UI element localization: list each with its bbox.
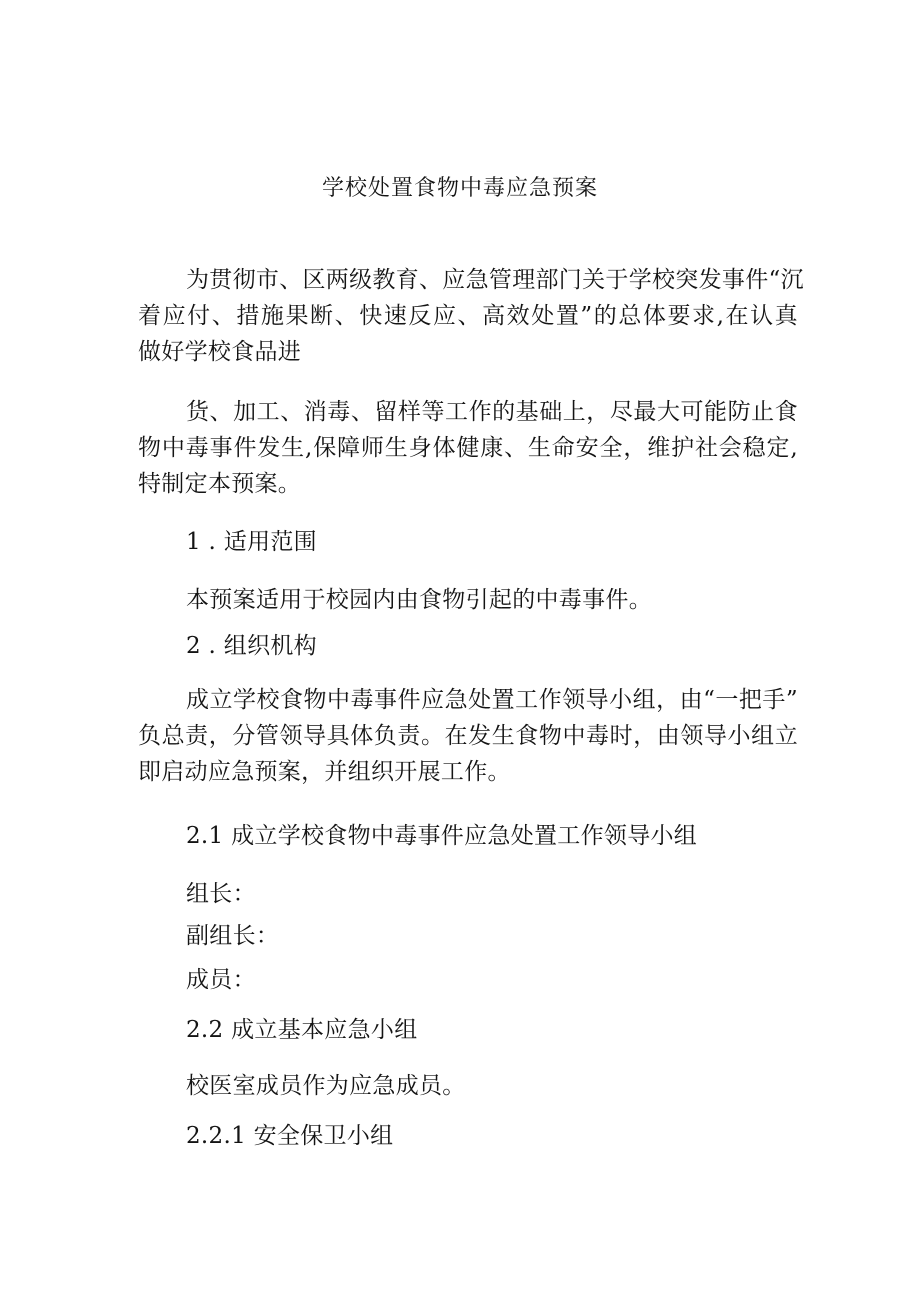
leader-field	[138, 876, 798, 912]
section-2-2-body	[138, 1068, 798, 1104]
intro-line-3: 做好学校食品进	[138, 339, 302, 365]
section-1-body	[138, 582, 798, 618]
section-2-heading	[138, 628, 798, 664]
purpose-line-3: 特制定本预案。	[138, 471, 302, 497]
section-1-body-text: 本预案适用于校园内由食物引起的中毒事件。	[186, 587, 652, 613]
section-2-2-body-text: 校医室成员作为应急成员。	[186, 1073, 466, 1099]
leader-label: 组长：	[186, 881, 256, 907]
section-2-line-1: 成立学校食物中毒事件应急处置工作领导小组，由“一把手”	[186, 687, 798, 713]
section-2-2-1-heading	[138, 1118, 798, 1154]
intro-line-1: 为贯彻市、区两级教育、应急管理部门关于学校突发事件“沉	[186, 267, 804, 293]
section-1-heading-text: 1 . 适用范围	[186, 529, 317, 555]
section-2-line-3: 即启动应急预案，并组织开展工作。	[138, 759, 511, 785]
section-2-1-heading	[138, 818, 798, 854]
section-2-1-heading-text: 2.1 成立学校食物中毒事件应急处置工作领导小组	[186, 823, 698, 849]
section-2-2-heading-text: 2.2 成立基本应急小组	[186, 1017, 418, 1043]
document-title: 学校处置食物中毒应急预案	[321, 176, 598, 201]
section-2-2-heading	[138, 1012, 798, 1048]
purpose-line-2: 物中毒事件发生,保障师生身体健康、生命安全，维护社会稳定,	[138, 435, 798, 461]
intro-line-2: 着应付、措施果断、快速反应、高效处置”的总体要求,在认真	[138, 303, 798, 329]
section-1-heading	[138, 524, 798, 560]
section-2-line-2: 负总责，分管领导具体负责。在发生食物中毒时，由领导小组立	[138, 723, 798, 749]
members-field	[138, 962, 798, 998]
section-2-body	[138, 682, 798, 790]
intro-paragraph	[138, 262, 804, 370]
members-label: 成员：	[186, 967, 256, 993]
purpose-paragraph	[138, 394, 798, 502]
vice-leader-field	[138, 918, 798, 954]
section-2-heading-text: 2 . 组织机构	[186, 633, 317, 659]
purpose-line-1: 货、加工、消毒、留样等工作的基础上，尽最大可能防止食	[186, 399, 798, 425]
section-2-2-1-heading-text: 2.2.1 安全保卫小组	[186, 1123, 394, 1149]
vice-leader-label: 副组长：	[186, 923, 280, 949]
